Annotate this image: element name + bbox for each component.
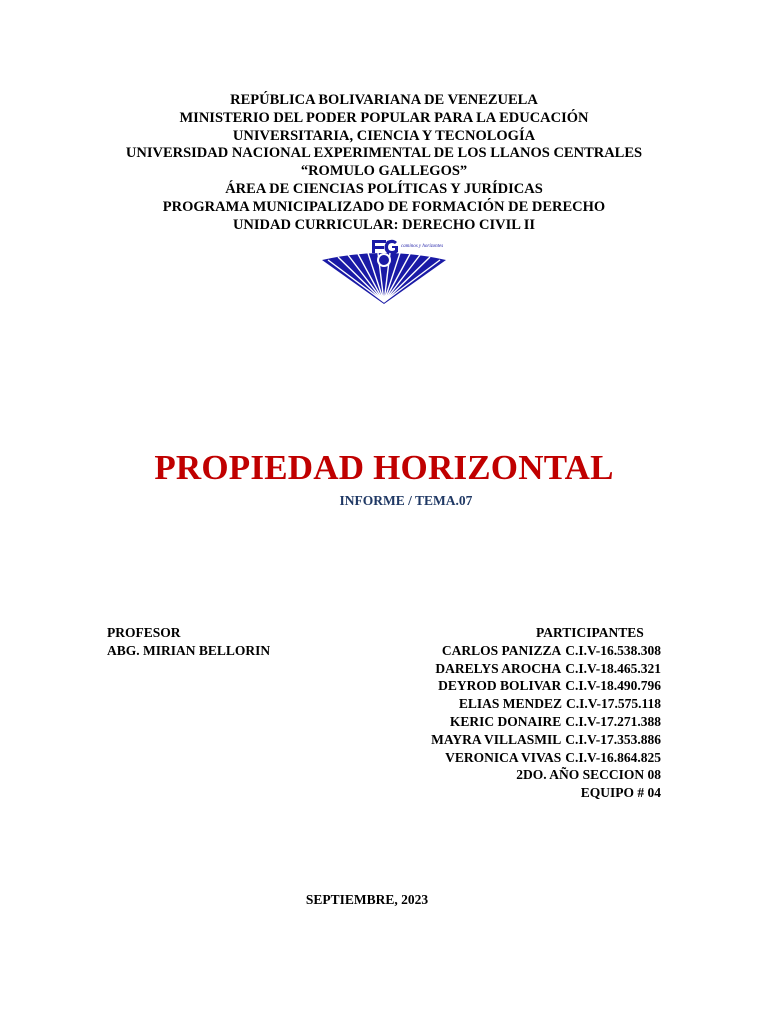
participant-name: MAYRA VILLASMIL [431,731,562,747]
participant-row [431,731,661,749]
participant-id: C.I.V-17.575.118 [565,696,661,712]
document-subtitle: INFORME / TEMA.07 [339,493,473,508]
participant-name: DARELYS AROCHA [435,660,562,676]
participant-id: C.I.V-16.864.825 [565,749,661,765]
participant-row [431,660,661,678]
participant-id: C.I.V-17.271.388 [565,713,661,729]
professor-name: ABG. MIRIAN BELLORIN [107,642,271,658]
header-line-republic: REPÚBLICA BOLIVARIANA DE VENEZUELA [230,92,538,108]
participants-list [431,642,661,802]
header-line-area: ÁREA DE CIENCIAS POLÍTICAS Y JURÍDICAS [225,180,543,197]
participant-id: C.I.V-16.538.308 [565,642,661,658]
participant-name: CARLOS PANIZZA [441,642,562,658]
participant-name: VERONICA VIVAS [445,749,562,765]
header-line-university: UNIVERSIDAD NACIONAL EXPERIMENTAL DE LOS LLANOS CENTRALES [125,145,643,162]
logo-tagline: caminos y horizontes [401,244,444,249]
header-line-ministry: MINISTERIO DEL PODER POPULAR PARA LA EDUCACIÓN [179,109,589,126]
header-line-course: UNIDAD CURRICULAR: DERECHO CIVIL II [232,216,536,233]
participant-name: ELIAS MENDEZ [458,696,562,712]
header-line-ministry-cont: UNIVERSITARIA, CIENCIA Y TECNOLOGÍA [232,127,536,144]
section-label: 2DO. AÑO SECCION 08 [516,767,661,783]
participant-row [431,749,661,767]
institution-header [0,92,768,234]
header-line-program: PROGRAMA MUNICIPALIZADO DE FORMACIÓN DE DERECHO [162,198,606,215]
participant-id: C.I.V-18.465.321 [565,660,661,676]
header-line-university-name: “ROMULO GALLEGOS” [300,163,468,180]
team-label: EQUIPO # 04 [580,785,661,801]
participant-row [431,713,661,731]
participant-id: C.I.V-17.353.886 [565,731,661,747]
participant-row [431,642,661,660]
participants-heading: PARTICIPANTES [536,625,644,640]
participant-id: C.I.V-18.490.796 [565,678,661,694]
participant-row [431,677,661,695]
professor-block [107,624,270,660]
participant-name: DEYROD BOLIVAR [438,678,562,694]
document-title: PROPIEDAD HORIZONTAL [154,448,614,487]
university-logo [320,236,448,306]
document-date: SEPTIEMBRE, 2023 [305,892,429,907]
participant-name: KERIC DONAIRE [449,713,562,729]
participant-row [431,695,661,713]
professor-heading: PROFESOR [107,625,181,640]
